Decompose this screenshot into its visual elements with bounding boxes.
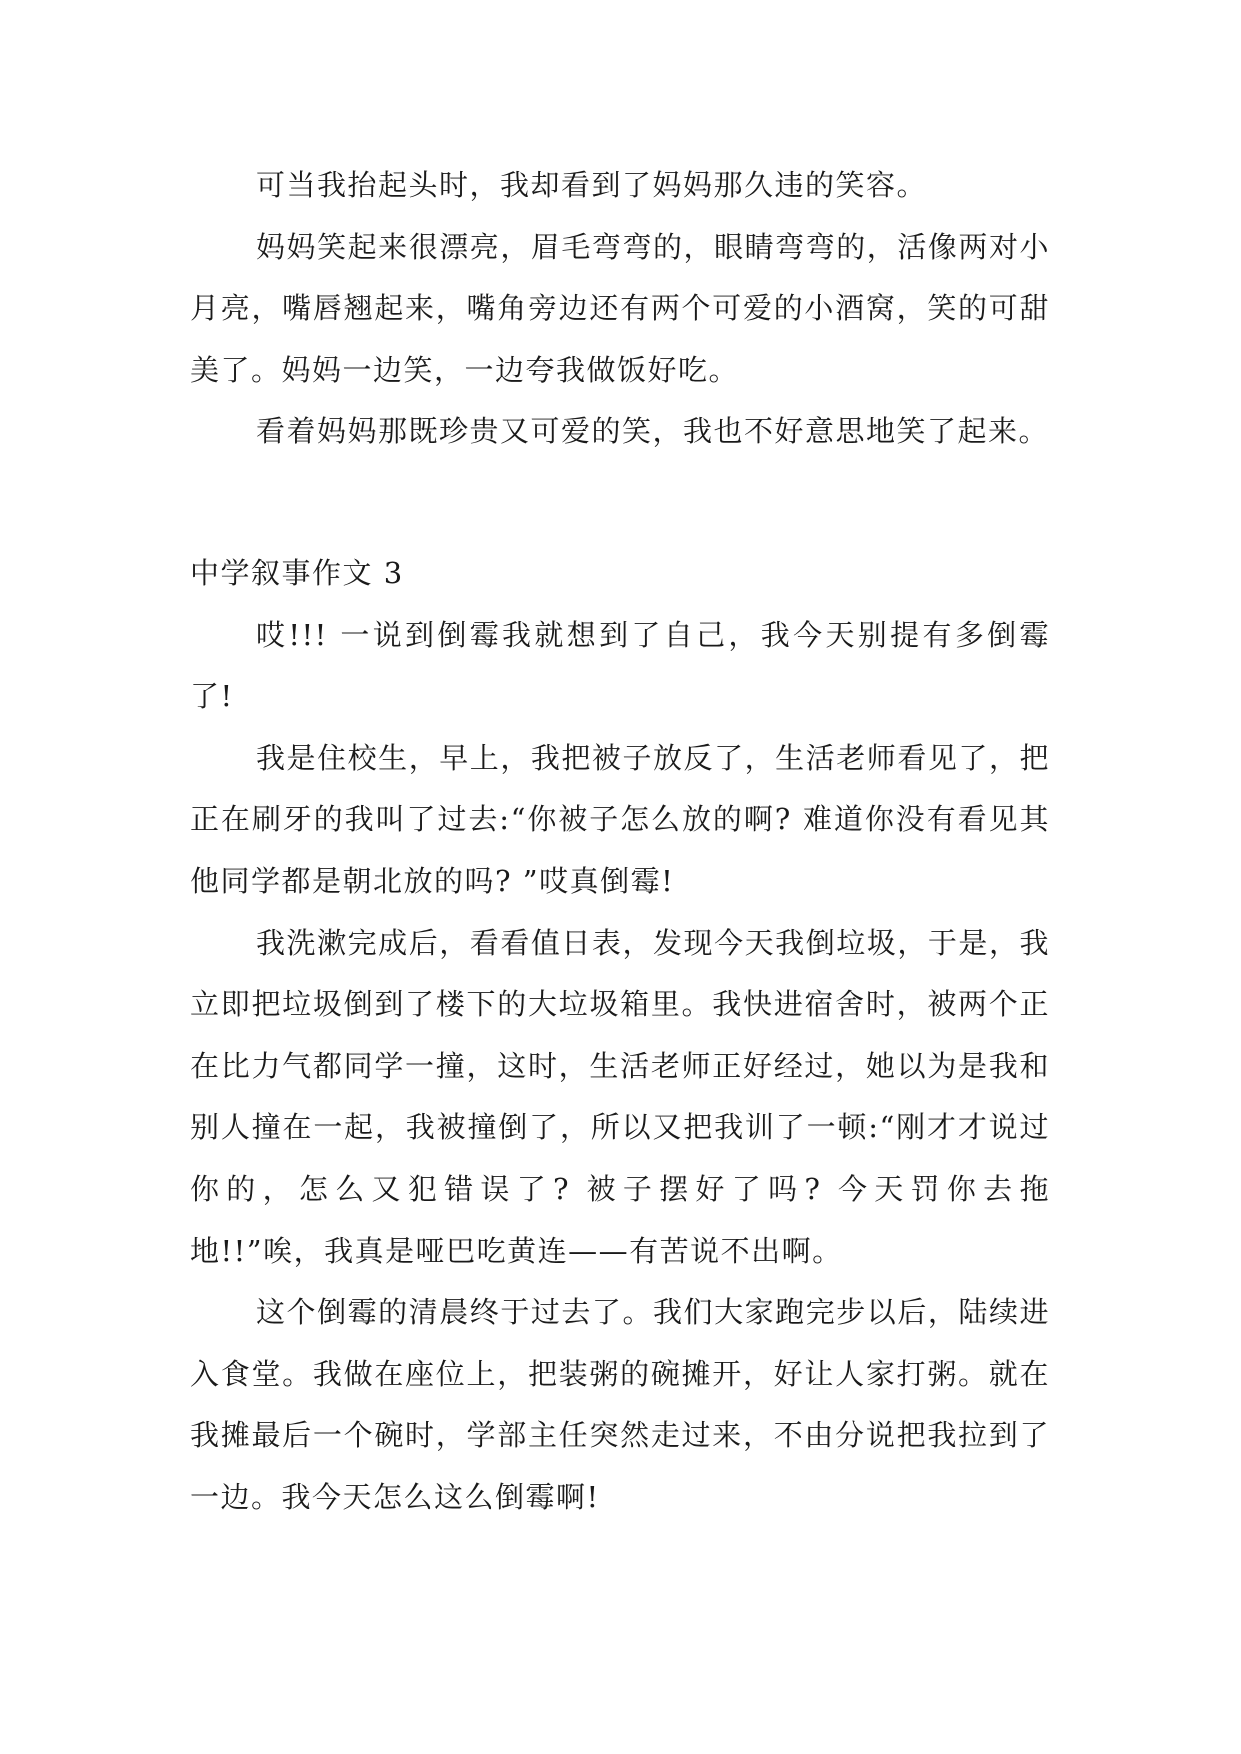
paragraph-smile-return: 可当我抬起头时，我却看到了妈妈那久违的笑容。 bbox=[256, 168, 928, 202]
essay-heading: 中学叙事作文 3 bbox=[190, 555, 404, 590]
paragraph-cafeteria: 这个倒霉的清晨终于过去了。我们大家跑完步以后，陆续进入食堂。我做在座位上，把装粥的碗摊开，好让人家打粥。就在我摊最后一个碗时，学部主任突然走过来，不由分说把我拉到了一边。我今天怎么这么倒霉啊! bbox=[190, 1295, 1050, 1514]
paragraph-shy-smile: 看着妈妈那既珍贵又可爱的笑，我也不好意思地笑了起来。 bbox=[256, 414, 1050, 449]
paragraph-mother-smile-description: 妈妈笑起来很漂亮，眉毛弯弯的，眼睛弯弯的，活像两对小月亮，嘴唇翘起来，嘴角旁边还有两个可爱的小酒窝，笑的可甜美了。妈妈一边笑，一边夸我做饭好吃。 bbox=[190, 229, 1050, 387]
section-spacer bbox=[190, 463, 1050, 543]
paragraph-trash-duty: 我洗漱完成后，看看值日表，发现今天我倒垃圾，于是，我立即把垃圾倒到了楼下的大垃圾箱里。我快进宿舍时，被两个正在比力气都同学一撞，这时，生活老师正好经过，她以为是我和别人撞在一起，我被撞倒了，所以又把我训了一顿:“刚才才说过你的，怎么又犯错误了? 被子摆好了吗? 今天罚你去拖地!!”唉，我真是哑巴吃黄连——有苦说不出啊。 bbox=[190, 925, 1050, 1268]
paragraph-quilt-scolding: 我是住校生，早上，我把被子放反了，生活老师看见了，把正在刷牙的我叫了过去:“你被子怎么放的啊? 难道你没有看见其他同学都是朝北放的吗? ”哎真倒霉! bbox=[190, 740, 1050, 898]
paragraph-unlucky-intro: 哎!!! 一说到倒霉我就想到了自己，我今天别提有多倒霉了! bbox=[190, 617, 1050, 714]
document-page bbox=[190, 155, 1050, 1528]
